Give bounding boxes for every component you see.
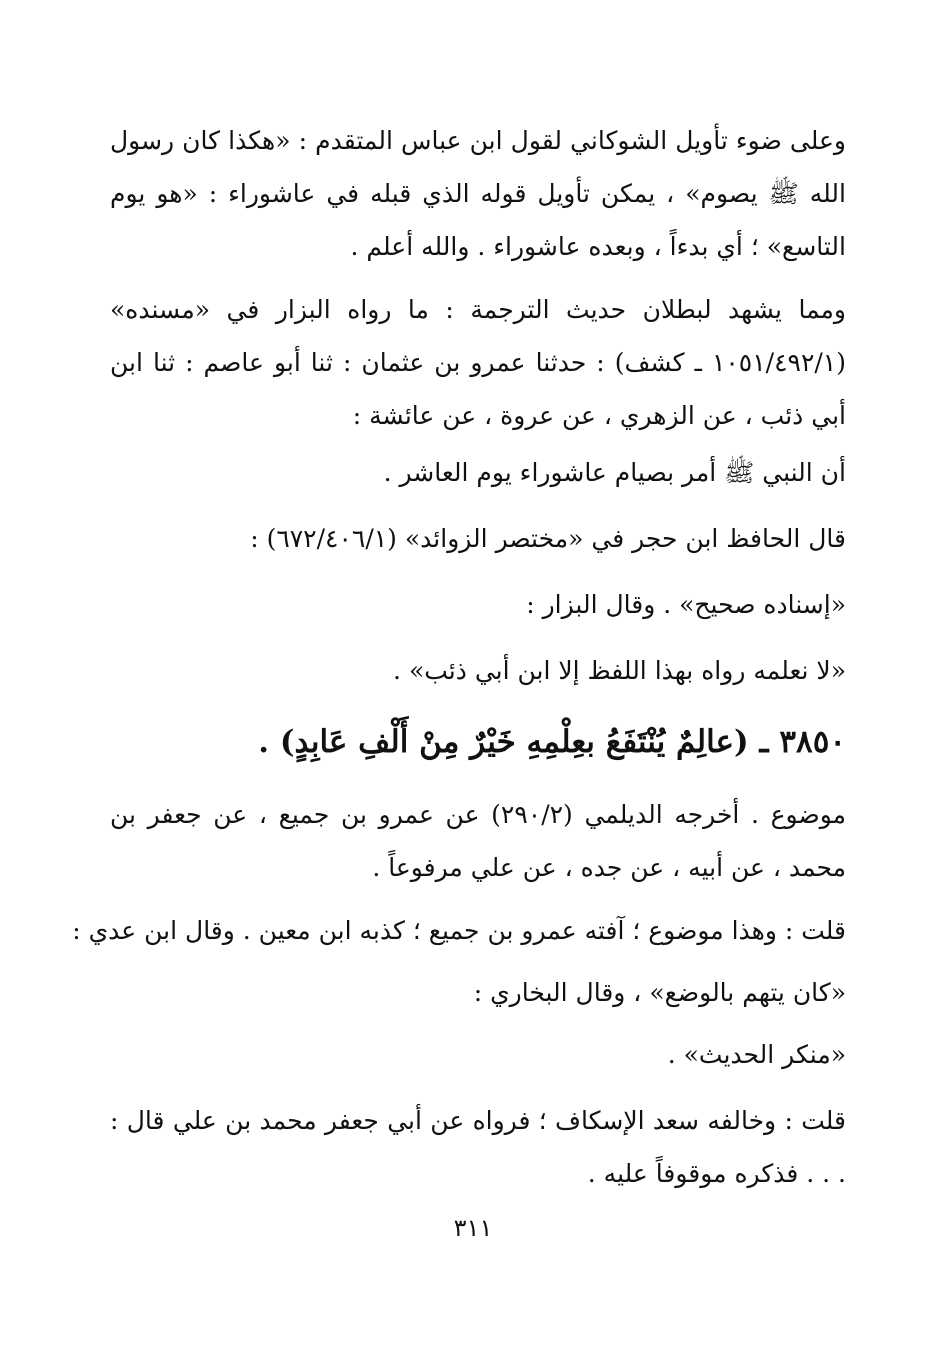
paragraph-bazzar-quote: «لا نعلمه رواه بهذا اللفظ إلا ابن أبي ذئب» .	[393, 656, 846, 685]
page-number: ٣١١	[453, 1214, 493, 1242]
paragraph-munkar-al-hadith: «منكر الحديث» .	[667, 1040, 846, 1069]
paragraph-ibn-hajar: قال الحافظ ابن حجر في «مختصر الزوائد» (٦٧٢/٤٠٦/١) :	[250, 524, 846, 553]
paragraph-mawdu-daylami: موضوع . أخرجه الديلمي (٢٩٠/٢) عن عمرو بن جميع ، عن جعفر بن محمد ، عن أبيه ، عن جده ، عن علي مرفوعاً .	[110, 800, 847, 882]
hadith-heading-3850: ٣٨٥٠ ـ (عالِمٌ يُنْتَفَعُ بعِلْمِهِ خَيْرٌ مِنْ أَلْفِ عَابِدٍ) .	[258, 724, 846, 760]
paragraph-bazzar-narration: ومما يشهد لبطلان حديث الترجمة : ما رواه البزار في «مسنده» (١٠٥١/٤٩٢/١ ـ كشف) : حدثنا عمرو بن عثمان : ثنا أبو عاصم : ثنا ابن أبي ذئب ، عن الزهري ، عن عروة ، عن عائشة :	[110, 295, 846, 430]
paragraph-amr-ibn-jumay: قلت : وهذا موضوع ؛ آفته عمرو بن جميع ؛ كذبه ابن معين . وقال ابن عدي :	[72, 916, 846, 945]
paragraph-isnad-sahih: «إسناده صحيح» . وقال البزار :	[526, 590, 846, 619]
hadith-text-ashura: أن النبي ﷺ أمر بصيام عاشوراء يوم العاشر .	[383, 458, 846, 487]
paragraph-yattahim-bil-wad: «كان يتهم بالوضع» ، وقال البخاري :	[473, 978, 846, 1007]
paragraph-saad-al-iskaf: قلت : وخالفه سعد الإسكاف ؛ فرواه عن أبي جعفر محمد بن علي قال : . . . فذكره موقوفاً عليه .	[110, 1106, 846, 1188]
paragraph-shawkani-interpretation: وعلى ضوء تأويل الشوكاني لقول ابن عباس المتقدم : «هكذا كان رسول الله ﷺ يصوم» ، يمكن تأويل قوله الذي قبله في عاشوراء : «هو يوم التاسع» ؛ أي بدءاً ، وبعده عاشوراء . والله أعلم .	[110, 126, 846, 261]
